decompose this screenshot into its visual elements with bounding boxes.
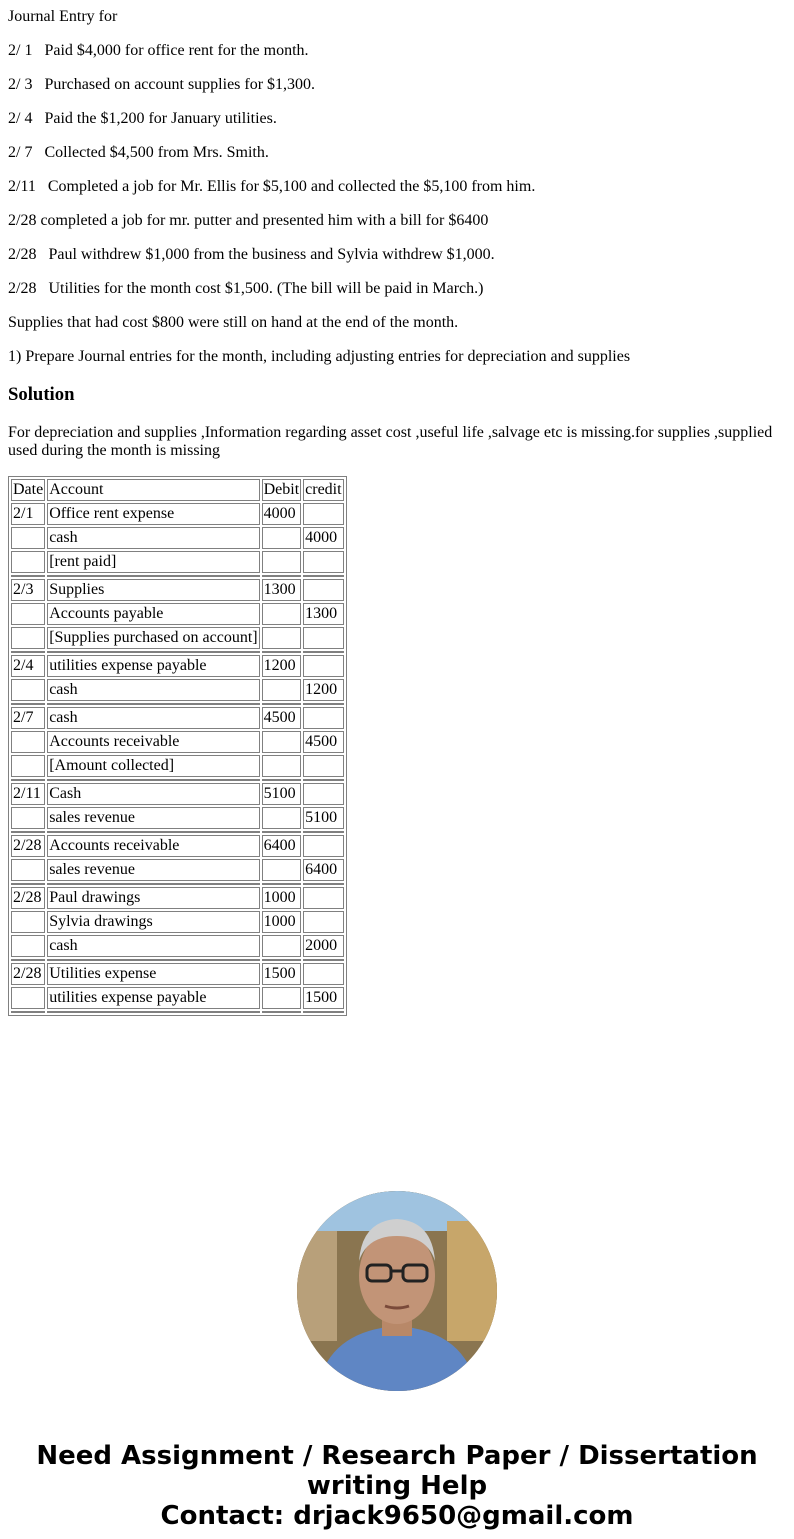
debit-cell: 5100 <box>262 783 302 805</box>
account-cell: Supplies <box>47 579 259 601</box>
table-row <box>11 679 344 701</box>
table-row <box>11 551 344 573</box>
date-cell: Date <box>11 479 45 501</box>
account-cell: sales revenue <box>47 807 259 829</box>
credit-cell: credit <box>303 479 343 501</box>
separator-cell <box>47 651 259 653</box>
debit-cell <box>262 627 302 649</box>
table-row <box>11 603 344 625</box>
credit-cell: 5100 <box>303 807 343 829</box>
debit-cell: 1000 <box>262 887 302 909</box>
separator-cell <box>262 651 302 653</box>
credit-cell <box>303 655 343 677</box>
table-row <box>11 911 344 933</box>
table-row <box>11 807 344 829</box>
credit-cell: 2000 <box>303 935 343 957</box>
account-cell: [Amount collected] <box>47 755 259 777</box>
date-cell <box>11 679 45 701</box>
date-cell <box>11 551 45 573</box>
separator-cell <box>303 779 343 781</box>
credit-cell <box>303 503 343 525</box>
account-cell: Accounts receivable <box>47 731 259 753</box>
credit-cell <box>303 963 343 985</box>
debit-cell: 1200 <box>262 655 302 677</box>
date-cell: 2/7 <box>11 707 45 729</box>
debit-cell <box>262 551 302 573</box>
separator-cell <box>47 575 259 577</box>
table-row <box>11 731 344 753</box>
debit-cell: 1300 <box>262 579 302 601</box>
account-cell: Cash <box>47 783 259 805</box>
table-row <box>11 987 344 1009</box>
question-line: 2/ 4 Paid the $1,200 for January utilities. <box>8 110 277 127</box>
table-row <box>11 503 344 525</box>
credit-cell <box>303 627 343 649</box>
separator-cell <box>11 883 45 885</box>
table-row <box>11 935 344 957</box>
separator-cell <box>47 779 259 781</box>
credit-cell <box>303 887 343 909</box>
separator-cell <box>303 1011 343 1013</box>
table-row <box>11 859 344 881</box>
separator-cell <box>303 651 343 653</box>
table-row <box>11 707 344 729</box>
date-cell: 2/28 <box>11 887 45 909</box>
question-line: 2/ 1 Paid $4,000 for office rent for the month. <box>8 42 309 59</box>
date-cell: 2/28 <box>11 963 45 985</box>
debit-cell <box>262 603 302 625</box>
table-row <box>11 835 344 857</box>
debit-cell: 1500 <box>262 963 302 985</box>
credit-cell <box>303 783 343 805</box>
credit-cell: 1200 <box>303 679 343 701</box>
date-cell: 2/4 <box>11 655 45 677</box>
separator-row <box>11 703 344 705</box>
question-line: 2/28 Paul withdrew $1,000 from the business and Sylvia withdrew $1,000. <box>8 246 495 263</box>
account-cell: sales revenue <box>47 859 259 881</box>
debit-cell <box>262 679 302 701</box>
credit-cell <box>303 835 343 857</box>
separator-cell <box>303 703 343 705</box>
separator-cell <box>262 779 302 781</box>
separator-cell <box>47 831 259 833</box>
separator-row <box>11 959 344 961</box>
footer-promo <box>8 1441 786 1531</box>
date-cell <box>11 911 45 933</box>
date-cell: 2/11 <box>11 783 45 805</box>
date-cell <box>11 731 45 753</box>
question-line: 2/ 7 Collected $4,500 from Mrs. Smith. <box>8 144 269 161</box>
date-cell: 2/1 <box>11 503 45 525</box>
question-title: Journal Entry for <box>8 8 118 25</box>
separator-row <box>11 779 344 781</box>
author-avatar <box>297 1191 497 1391</box>
separator-row <box>11 651 344 653</box>
separator-cell <box>262 959 302 961</box>
account-cell: cash <box>47 679 259 701</box>
debit-cell: Debit <box>262 479 302 501</box>
table-row <box>11 755 344 777</box>
separator-cell <box>262 1011 302 1013</box>
separator-cell <box>11 831 45 833</box>
date-cell <box>11 603 45 625</box>
question-line: 2/ 3 Purchased on account supplies for $1,300. <box>8 76 316 93</box>
footer-contact: Contact: drjack9650@gmail.com <box>160 1501 634 1531</box>
table-row <box>11 887 344 909</box>
table-row <box>11 783 344 805</box>
separator-cell <box>303 883 343 885</box>
separator-cell <box>47 959 259 961</box>
date-cell <box>11 987 45 1009</box>
footer-help-text: Need Assignment / Research Paper / Dissertation writing Help <box>36 1441 758 1501</box>
credit-cell: 1500 <box>303 987 343 1009</box>
separator-cell <box>11 779 45 781</box>
credit-cell <box>303 551 343 573</box>
credit-cell: 4000 <box>303 527 343 549</box>
debit-cell: 4500 <box>262 707 302 729</box>
credit-cell <box>303 911 343 933</box>
date-cell <box>11 755 45 777</box>
account-cell: cash <box>47 935 259 957</box>
debit-cell <box>262 755 302 777</box>
credit-cell: 1300 <box>303 603 343 625</box>
debit-cell <box>262 527 302 549</box>
separator-cell <box>262 883 302 885</box>
separator-cell <box>47 883 259 885</box>
account-cell: utilities expense payable <box>47 987 259 1009</box>
date-cell: 2/3 <box>11 579 45 601</box>
account-cell: Accounts payable <box>47 603 259 625</box>
credit-cell <box>303 707 343 729</box>
separator-cell <box>303 575 343 577</box>
table-row <box>11 627 344 649</box>
separator-cell <box>11 1011 45 1013</box>
account-cell: Paul drawings <box>47 887 259 909</box>
question <box>8 8 786 366</box>
date-cell: 2/28 <box>11 835 45 857</box>
table-row <box>11 655 344 677</box>
question-line: 2/28 completed a job for mr. putter and presented him with a bill for $6400 <box>8 212 489 229</box>
separator-cell <box>11 959 45 961</box>
separator-cell <box>11 651 45 653</box>
credit-cell <box>303 755 343 777</box>
date-cell <box>11 935 45 957</box>
account-cell: Utilities expense <box>47 963 259 985</box>
separator-cell <box>47 1011 259 1013</box>
account-cell: Office rent expense <box>47 503 259 525</box>
account-cell: utilities expense payable <box>47 655 259 677</box>
debit-cell: 1000 <box>262 911 302 933</box>
account-cell: Account <box>47 479 259 501</box>
separator-cell <box>303 959 343 961</box>
table-row <box>11 579 344 601</box>
table-row <box>11 527 344 549</box>
date-cell <box>11 627 45 649</box>
debit-cell <box>262 807 302 829</box>
question-line: Supplies that had cost $800 were still on hand at the end of the month. <box>8 314 459 331</box>
account-cell: cash <box>47 527 259 549</box>
solution-heading: Solution <box>8 384 75 405</box>
separator-cell <box>262 575 302 577</box>
credit-cell: 4500 <box>303 731 343 753</box>
debit-cell: 6400 <box>262 835 302 857</box>
separator-row <box>11 575 344 577</box>
separator-cell <box>303 831 343 833</box>
journal-table <box>8 476 347 1016</box>
separator-cell <box>11 703 45 705</box>
header-row <box>11 479 344 501</box>
separator-cell <box>262 831 302 833</box>
date-cell <box>11 527 45 549</box>
separator-row <box>11 883 344 885</box>
separator-row <box>11 831 344 833</box>
question-line: 2/11 Completed a job for Mr. Ellis for $5,100 and collected the $5,100 from him. <box>8 178 536 195</box>
account-cell: [rent paid] <box>47 551 259 573</box>
separator-cell <box>47 703 259 705</box>
separator-cell <box>262 703 302 705</box>
account-cell: cash <box>47 707 259 729</box>
separator-cell <box>11 575 45 577</box>
separator-row <box>11 1011 344 1013</box>
debit-cell <box>262 859 302 881</box>
debit-cell <box>262 987 302 1009</box>
question-line: 1) Prepare Journal entries for the month, including adjusting entries for depreciation and supplies <box>8 348 631 365</box>
date-cell <box>11 807 45 829</box>
solution-note: For depreciation and supplies ,Information regarding asset cost ,useful life ,salvage etc is missing.for supplies ,supplied used during the month is missing <box>8 424 773 459</box>
debit-cell <box>262 731 302 753</box>
account-cell: [Supplies purchased on account] <box>47 627 259 649</box>
debit-cell <box>262 935 302 957</box>
question-line: 2/28 Utilities for the month cost $1,500. (The bill will be paid in March.) <box>8 280 484 297</box>
credit-cell <box>303 579 343 601</box>
credit-cell: 6400 <box>303 859 343 881</box>
account-cell: Accounts receivable <box>47 835 259 857</box>
account-cell: Sylvia drawings <box>47 911 259 933</box>
table-row <box>11 963 344 985</box>
date-cell <box>11 859 45 881</box>
debit-cell: 4000 <box>262 503 302 525</box>
